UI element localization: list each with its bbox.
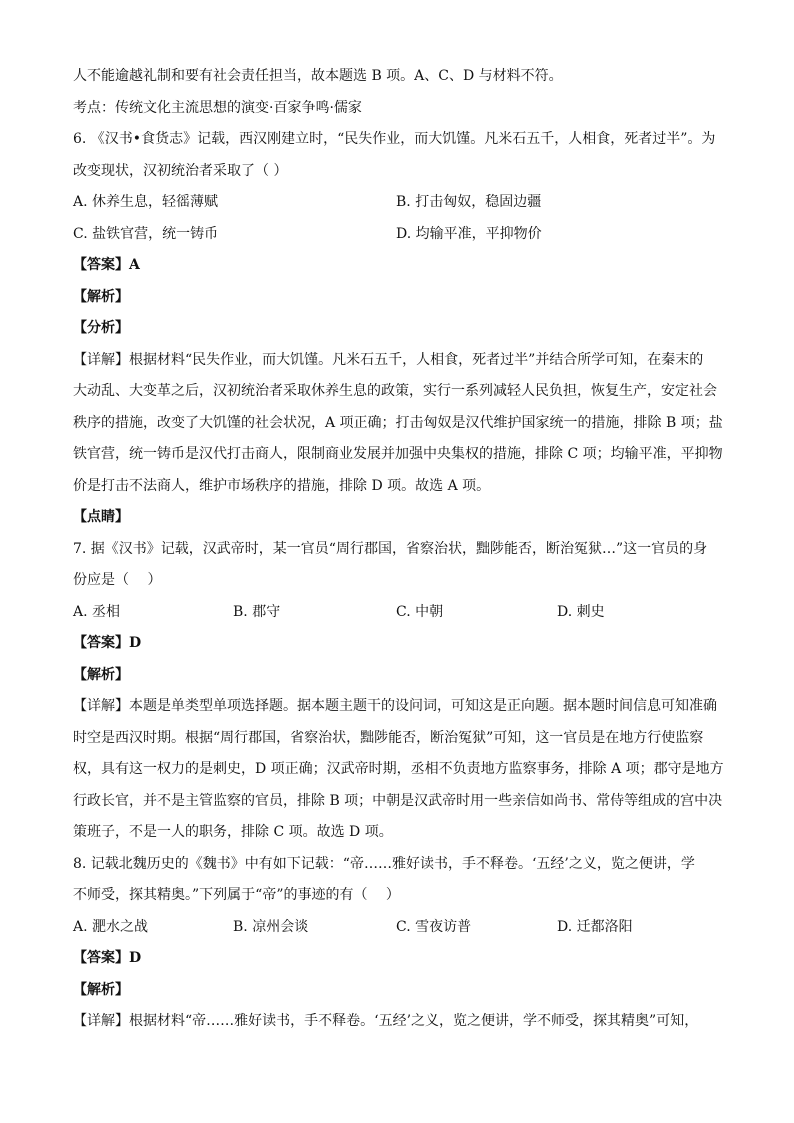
option-a: A. 丞相 [73, 603, 121, 620]
explanation-line: 权，具有这一权力的是刺史，D 项正确；汉武帝时期，丞相不负责地方监察事务，排除 A 项；郡守是地方 [73, 761, 724, 777]
explanation-line: 策班子，不是一人的职务，排除 C 项。故选 D 项。 [73, 824, 393, 840]
fenxi-label: 【分析】 [73, 320, 129, 336]
question-7-stem: 7. 据《汉书》记载，汉武帝时，某一官员“周行郡国，省察治状，黜陟能否，断治冤狱…”这一官员的身 [73, 540, 708, 557]
option-c: C. 雪夜访普 [396, 918, 472, 935]
question-8-options [73, 917, 723, 937]
analysis-label: 【解析】 [73, 981, 129, 998]
document-body [73, 66, 723, 1043]
explanation-line: 【详解】根据材料“民失作业，而大饥馑。凡米石五千，人相食，死者过半”并结合所学可知，在秦末的 [73, 351, 704, 368]
answer-label: 【答案】D [73, 950, 142, 966]
explanation-line: 【详解】根据材料“帝……雅好读书，手不释卷。‘五经’之义，览之便讲，学不师受，探其精奥”可知， [73, 1013, 699, 1029]
text-line: 人不能逾越礼制和要有社会责任担当，故本题选 B 项。A、C、D 与材料不符。 [73, 68, 563, 84]
question-8-stem-cont: 不师受，探其精奥。”下列属于“帝”的事迹的有（ ） [73, 887, 400, 903]
kaodian-line: 考点：传统文化主流思想的演变·百家争鸣·儒家 [73, 99, 362, 116]
dianjing-label: 【点睛】 [73, 509, 129, 525]
explanation-line: 铁官营，统一铸币是汉代打击商人，限制商业发展并加强中央集权的措施，排除 C 项；均输平准，平抑物 [73, 446, 723, 462]
question-7-options [73, 602, 723, 622]
question-8-stem: 8. 记载北魏历史的《魏书》中有如下记载：“帝……雅好读书，手不释卷。‘五经’之义，览之便讲，学 [73, 855, 695, 872]
explanation-line: 大动乱、大变革之后，汉初统治者采取休养生息的政策，实行一系列减轻人民负担，恢复生产，安定社会 [73, 383, 717, 399]
explanation-line: 行政长官，并不是主管监察的官员，排除 B 项；中朝是汉武帝时用一些亲信如尚书、常侍等组成的宫中决 [73, 792, 723, 809]
option-d: D. 迁都洛阳 [557, 918, 633, 935]
question-7-stem-cont: 份应是（ ） [73, 572, 162, 588]
option-a: A. 休养生息，轻徭薄赋 [73, 194, 219, 210]
option-d: D. 均输平准，平抑物价 [396, 225, 542, 242]
option-c: C. 中朝 [396, 603, 444, 620]
option-b: B. 郡守 [233, 603, 281, 620]
question-6-options-row2 [73, 224, 723, 244]
answer-label: 【答案】A [73, 257, 140, 273]
explanation-line: 时空是西汉时期。根据“周行郡国，省察治状，黜陟能否，断治冤狱”可知，这一官员是在地方行使监察 [73, 729, 704, 746]
option-b: B. 打击匈奴，稳固边疆 [396, 194, 542, 210]
explanation-line: 秩序的措施，改变了大饥馑的社会状况，A 项正确；打击匈奴是汉代维护国家统一的措施，排除 B 项；盐 [73, 414, 723, 431]
option-a: A. 淝水之战 [73, 918, 149, 935]
option-d: D. 刺史 [557, 603, 605, 620]
option-c: C. 盐铁官营，统一铸币 [73, 225, 219, 242]
answer-label: 【答案】D [73, 635, 142, 651]
explanation-line: 【详解】本题是单类型单项选择题。据本题主题干的设问词，可知这是正向题。据本题时间信息可知准确 [73, 698, 717, 714]
question-6-options [73, 192, 723, 212]
analysis-label: 【解析】 [73, 288, 129, 305]
question-6-stem-cont: 改变现状，汉初统治者采取了（ ） [73, 162, 288, 179]
question-6-stem: 6. 《汉书•食货志》记载，西汉刚建立时，“民失作业，而大饥馑。凡米石五千，人相食，死者过半”。为 [73, 131, 716, 147]
explanation-line: 价是打击不法商人，维护市场秩序的措施，排除 D 项。故选 A 项。 [73, 477, 491, 494]
option-b: B. 凉州会谈 [233, 918, 309, 935]
analysis-label: 【解析】 [73, 666, 129, 683]
